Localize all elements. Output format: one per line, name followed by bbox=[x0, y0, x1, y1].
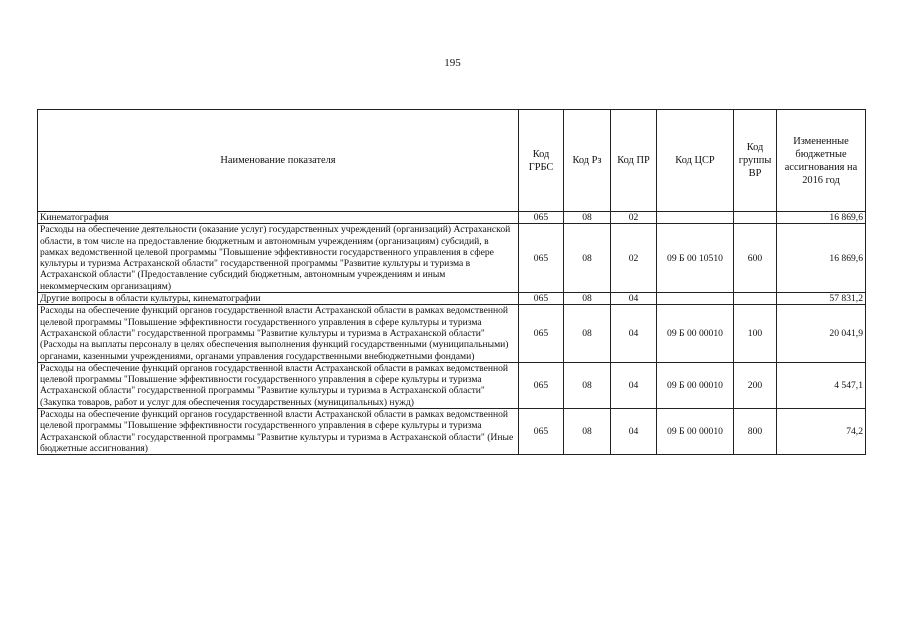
row-rz: 08 bbox=[564, 224, 611, 293]
row-grbs: 065 bbox=[519, 409, 564, 455]
header-rz: Код Рз bbox=[564, 110, 611, 212]
row-pr: 04 bbox=[611, 362, 657, 408]
row-name: Расходы на обеспечение функций органов государственной власти Астраханской области в рамках ведомственной целевой программы "Повышение эффективности государственного управления в сфере культуры и туризма Астраханской области" государственной программы "Развитие культуры и туризма в Астраханской области" (Расходы на выплаты персоналу в целях обеспечения выполнения функций государственными (муниципальными) органами, казенными учреждениями, органами управления государственными внебюджетными фондами) bbox=[38, 305, 519, 362]
table-row bbox=[38, 293, 866, 305]
row-pr: 02 bbox=[611, 212, 657, 224]
row-name: Расходы на обеспечение функций органов государственной власти Астраханской области в рамках ведомственной целевой программы "Повышение эффективности государственного управления в сфере культуры и туризма Астраханской области" государственной программы "Развитие культуры и туризма в Астраханской области" (Закупка товаров, работ и услуг для обеспечения государственных (муниципальных) нужд) bbox=[38, 362, 519, 408]
row-name: Кинематография bbox=[38, 212, 519, 224]
row-pr: 04 bbox=[611, 293, 657, 305]
budget-table bbox=[37, 109, 866, 455]
row-rz: 08 bbox=[564, 305, 611, 362]
row-vr: 100 bbox=[734, 305, 777, 362]
row-amount: 4 547,1 bbox=[777, 362, 866, 408]
row-grbs: 065 bbox=[519, 212, 564, 224]
row-name: Расходы на обеспечение функций органов государственной власти Астраханской области в рамках ведомственной целевой программы "Повышение эффективности государственного управления в сфере культуры и туризма Астраханской области" государственной программы "Развитие культуры и туризма в Астраханской области" (Иные бюджетные ассигнования) bbox=[38, 409, 519, 455]
header-amount: Измененные бюджетные ассигнования на 2016 год bbox=[777, 110, 866, 212]
page-number: 195 bbox=[444, 57, 461, 69]
header-csr: Код ЦСР bbox=[657, 110, 734, 212]
row-csr: 09 Б 00 10510 bbox=[657, 224, 734, 293]
row-vr: 200 bbox=[734, 362, 777, 408]
row-rz: 08 bbox=[564, 409, 611, 455]
row-amount: 20 041,9 bbox=[777, 305, 866, 362]
row-csr bbox=[657, 293, 734, 305]
table-row bbox=[38, 362, 866, 408]
row-csr: 09 Б 00 00010 bbox=[657, 409, 734, 455]
row-grbs: 065 bbox=[519, 224, 564, 293]
row-csr: 09 Б 00 00010 bbox=[657, 305, 734, 362]
row-name: Расходы на обеспечение деятельности (оказание услуг) государственных учреждений (организаций) Астраханской области, в том числе на предоставление бюджетным и автономным учреждениям (организациям) субсидий, в рамках ведомственной целевой программы "Повышение эффективности государственного управления в сфере культуры и туризма Астраханской области" государственной программы "Развитие культуры и туризма в Астраханской области" (Предоставление субсидий бюджетным, автономным учреждениям и иным некоммерческим организациям) bbox=[38, 224, 519, 293]
row-grbs: 065 bbox=[519, 362, 564, 408]
row-rz: 08 bbox=[564, 212, 611, 224]
row-csr: 09 Б 00 00010 bbox=[657, 362, 734, 408]
header-vr: Код группы ВР bbox=[734, 110, 777, 212]
row-rz: 08 bbox=[564, 362, 611, 408]
row-amount: 74,2 bbox=[777, 409, 866, 455]
row-grbs: 065 bbox=[519, 293, 564, 305]
row-grbs: 065 bbox=[519, 305, 564, 362]
header-grbs: Код ГРБС bbox=[519, 110, 564, 212]
header-pr: Код ПР bbox=[611, 110, 657, 212]
row-amount: 16 869,6 bbox=[777, 212, 866, 224]
row-vr bbox=[734, 212, 777, 224]
row-amount: 16 869,6 bbox=[777, 224, 866, 293]
row-vr: 600 bbox=[734, 224, 777, 293]
row-csr bbox=[657, 212, 734, 224]
table-header-row bbox=[38, 110, 866, 212]
row-pr: 02 bbox=[611, 224, 657, 293]
row-vr bbox=[734, 293, 777, 305]
table-row bbox=[38, 409, 866, 455]
row-rz: 08 bbox=[564, 293, 611, 305]
row-pr: 04 bbox=[611, 305, 657, 362]
row-pr: 04 bbox=[611, 409, 657, 455]
table-row bbox=[38, 305, 866, 362]
row-vr: 800 bbox=[734, 409, 777, 455]
row-amount: 57 831,2 bbox=[777, 293, 866, 305]
row-name: Другие вопросы в области культуры, кинематографии bbox=[38, 293, 519, 305]
table-row bbox=[38, 224, 866, 293]
header-name: Наименование показателя bbox=[38, 110, 519, 212]
table-row bbox=[38, 212, 866, 224]
